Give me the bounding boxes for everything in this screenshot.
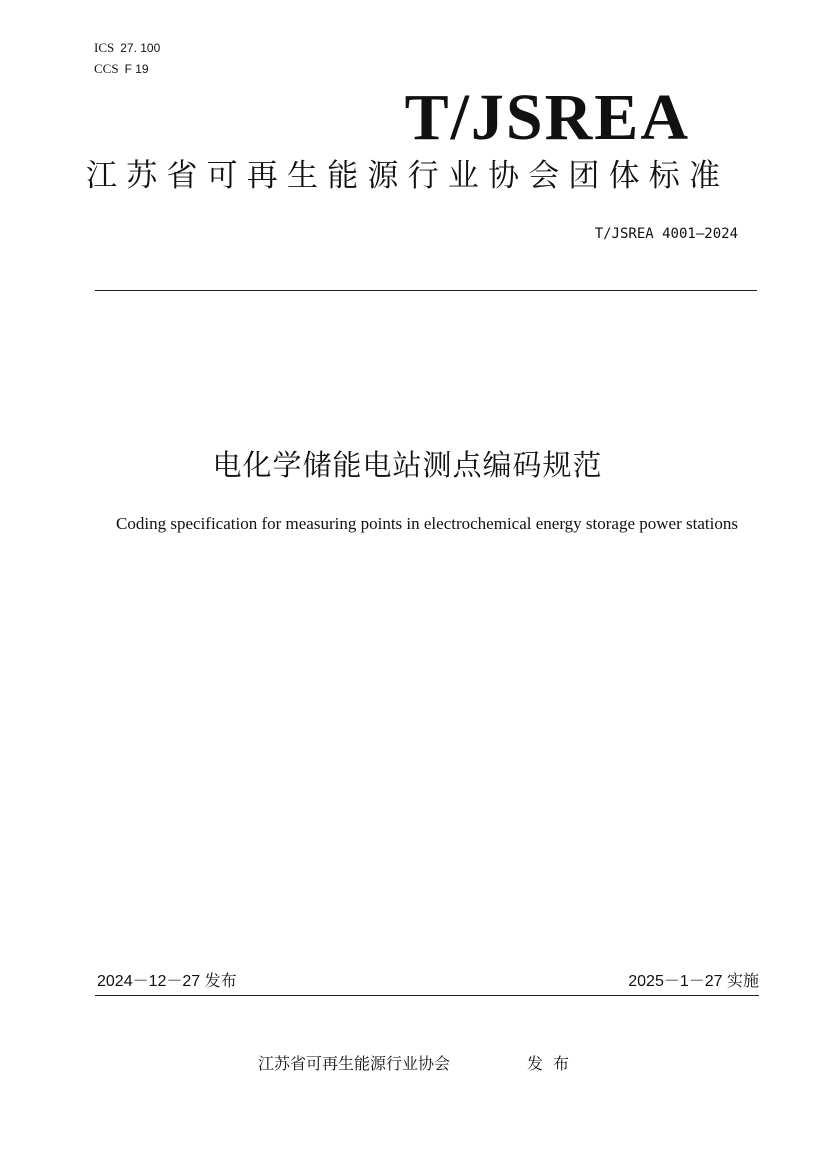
ccs-line [94,61,149,77]
ics-label: ICS [94,40,115,55]
ics-line [94,40,160,56]
ics-code: 27. 100 [120,41,161,55]
release-date: 2024－12－27 发布 [97,973,237,990]
document-title-chinese: 电化学储能电站测点编码规范 [212,448,603,482]
publisher-action: 发布 [527,1054,580,1073]
standard-number: T/JSREA 4001—2024 [594,226,738,242]
implementation-date: 2025－1－27 实施 [628,973,759,990]
publisher-name: 江苏省可再生能源行业协会 [258,1054,451,1073]
ccs-label: CCS [94,61,119,76]
header-divider [95,290,757,291]
org-logo: T/JSREA [404,81,690,154]
document-title-english: Coding specification for measuring points in electrochemical energy storage power stations [116,514,738,533]
ccs-code: F 19 [124,62,149,76]
standard-kind-title: 江苏省可再生能源行业协会团体标准 [86,158,730,194]
footer-divider [95,995,759,996]
